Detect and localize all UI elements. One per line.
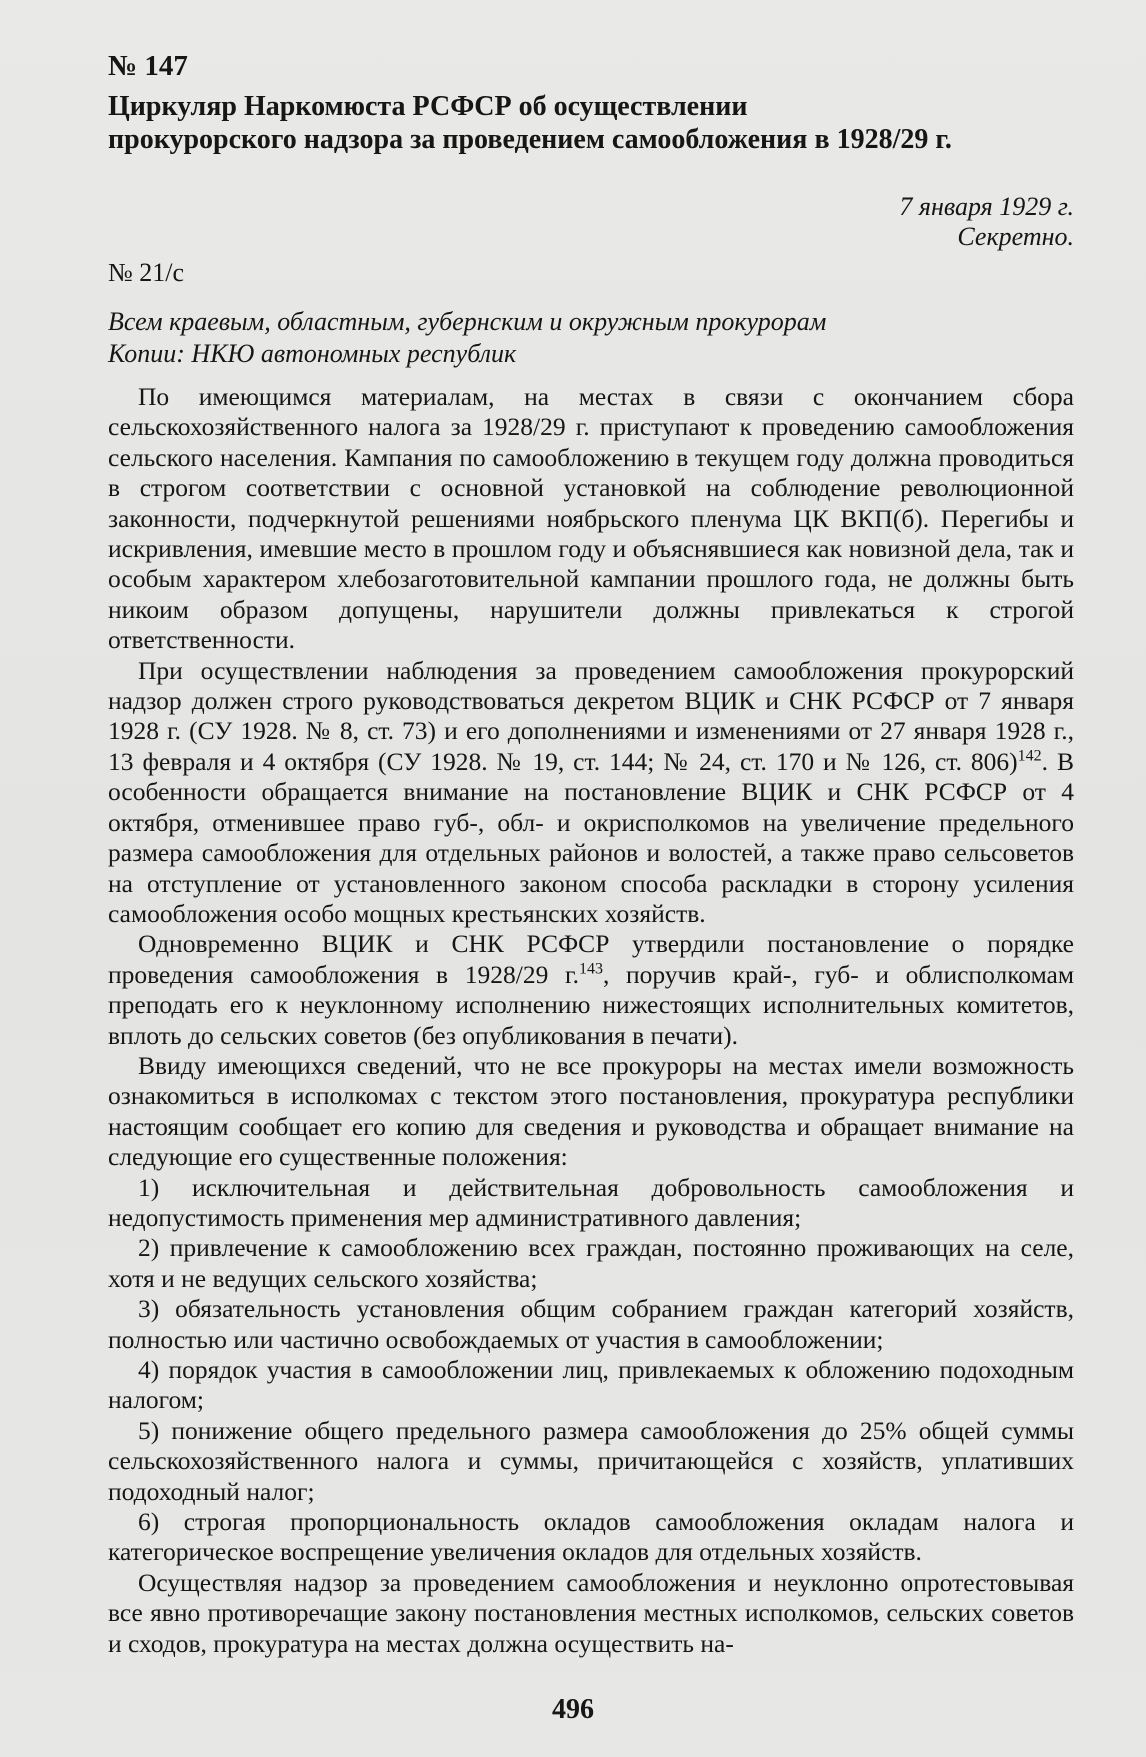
paragraph-5: Осуществляя надзор за проведением самообложения и неуклонно опротестовывая все явно противоречащие закону постановления местных исполкомов, сельских советов и сходов, прокуратура на местах должна осуществить на-	[108, 1567, 1074, 1658]
document-title	[108, 90, 1074, 156]
addressee-block	[108, 306, 1074, 370]
registration-number: № 21/с	[108, 258, 185, 287]
document-meta	[108, 192, 1074, 252]
classification-mark: Секретно.	[957, 222, 1074, 251]
paragraph-3-text-b: , поручив край-, губ- и облисполкомам преподать его к неуклонному исполнению нижестоящих исполнительных комитетов, вплоть до сельских советов (без опубликования в печати).	[108, 959, 1074, 1050]
document-date: 7 января 1929 г.	[899, 192, 1074, 221]
paragraph-2-text-a: При осуществлении наблюдения за проведением самообложения прокурорский надзор должен строго руководствоваться декретом ВЦИК и СНК РСФСР от 7 января 1928 г. (СУ 1928. № 8, ст. 73) и его дополнениями и изменениями от 27 января 1928 г., 13 февраля и 4 октября (СУ 1928. № 19, ст. 144; № 24, ст. 170 и № 126, ст. 806)	[108, 655, 1074, 776]
title-line-2: прокурорского надзора за проведением самообложения в 1928/29 г.	[108, 124, 952, 155]
paragraph-3	[108, 929, 1074, 1051]
paragraph-2-text-b: . В особенности обращается внимание на постановление ВЦИК и СНК РСФСР от 4 октября, отменившее право губ-, обл- и окрисполкомов на увеличение предельного размера самообложения для отдельных районов и волостей, а также право сельсоветов на отступление от установленного законом способа раскладки в сторону усиления самообложения особо мощных крестьянских хозяйств.	[108, 746, 1074, 928]
paragraph-1: По имеющимся материалам, на местах в связи с окончанием сбора сельскохозяйственного налога за 1928/29 г. приступают к проведению самообложения сельского населения. Кампания по самообложению в текущем году должна проводиться в строгом соответствии с основной установкой на соблюдение революционной законности, подчеркнутой решениями ноябрьского пленума ЦК ВКП(б). Перегибы и искривления, имевшие место в прошлом году и объяснявшиеся как новизной дела, так и особым характером хлебозаготовительной кампании прошлого года, не должны быть никоим образом допущены, нарушители должны привлекаться к строгой ответственности.	[108, 382, 1074, 655]
list-item-3: 3) обязательность установления общим собранием граждан категорий хозяйств, полностью или частично освобождаемых от участия в самообложении;	[108, 1294, 1074, 1354]
paragraph-4: Ввиду имеющихся сведений, что не все прокуроры на местах имели возможность ознакомиться в исполкомах с текстом этого постановления, прокуратура республики настоящим сообщает его копию для сведения и руководства и обращает внимание на следующие его существенные положения:	[108, 1050, 1074, 1172]
addressee: Всем краевым, областным, губернским и окружным прокурорам	[108, 307, 827, 336]
title-line-1: Циркуляр Наркомюста РСФСР об осуществлении	[108, 91, 748, 122]
list-item-1: 1) исключительная и действительная добровольность самообложения и недопустимость применения мер административного давления;	[108, 1172, 1074, 1232]
paragraph-3-text-a: Одновременно ВЦИК и СНК РСФСР утвердили постановление о порядке проведения самообложения в 1928/29 г.	[108, 929, 1074, 989]
paragraph-2	[108, 656, 1074, 930]
list-item-4: 4) порядок участия в самообложении лиц, привлекаемых к обложению подоходным налогом;	[108, 1355, 1074, 1415]
copies-line: Копии: НКЮ автономных республик	[108, 339, 517, 368]
list-item-6: 6) строгая пропорциональность окладов самообложения окладам налога и категорическое воспрещение увеличения окладов для отдельных хозяйств.	[108, 1507, 1074, 1567]
footnote-ref-142: 142	[1017, 747, 1042, 765]
footnote-ref-143: 143	[578, 960, 603, 978]
document-number: № 147	[108, 50, 188, 82]
page-content	[108, 48, 1074, 1659]
list-item-2: 2) привлечение к самообложению всех граждан, постоянно проживающих на селе, хотя и не ведущих сельского хозяйства;	[108, 1233, 1074, 1293]
list-item-5: 5) понижение общего предельного размера самообложения до 25% общей суммы сельскохозяйственного налога и суммы, причитающейся с хозяйств, уплативших подоходный налог;	[108, 1415, 1074, 1506]
document-body	[108, 382, 1074, 1659]
page-number: 496	[552, 1694, 594, 1725]
